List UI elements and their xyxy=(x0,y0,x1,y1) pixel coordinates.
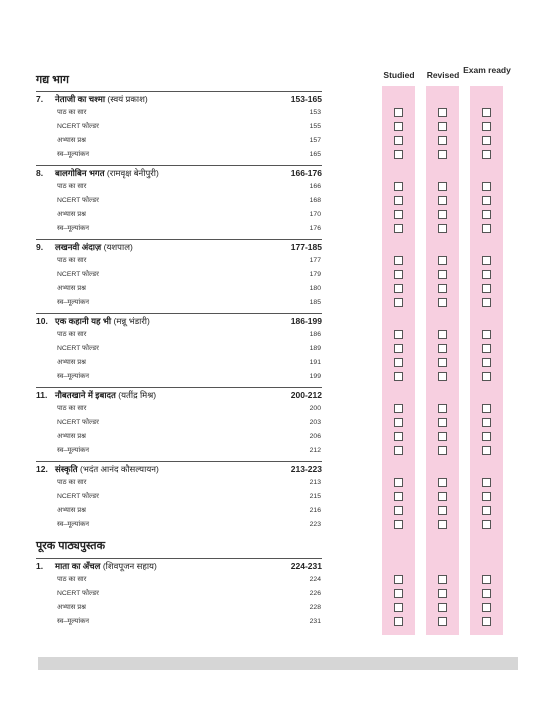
exam-ready-checkbox[interactable] xyxy=(482,418,491,427)
revised-checkbox[interactable] xyxy=(438,270,447,279)
topic-label: पाठ का सार xyxy=(57,405,87,412)
topic-page: 177 xyxy=(309,257,321,264)
topic-label: NCERT फोल्डर xyxy=(57,271,99,278)
exam-ready-checkbox[interactable] xyxy=(482,506,491,515)
chapter-page-range: 153-165 xyxy=(290,94,322,104)
topic-row xyxy=(57,602,321,613)
topic-page: 226 xyxy=(309,590,321,597)
exam-ready-checkbox[interactable] xyxy=(482,358,491,367)
chapter-rule xyxy=(36,387,322,388)
studied-checkbox[interactable] xyxy=(394,404,403,413)
exam-ready-checkbox[interactable] xyxy=(482,520,491,529)
studied-checkbox[interactable] xyxy=(394,358,403,367)
exam-ready-checkbox[interactable] xyxy=(482,108,491,117)
topic-label: NCERT फोल्डर xyxy=(57,590,99,597)
topic-page: 228 xyxy=(309,604,321,611)
chapter-title: माता का अँचल xyxy=(55,561,101,571)
exam-ready-checkbox[interactable] xyxy=(482,372,491,381)
topic-row xyxy=(57,403,321,414)
chapter-rule xyxy=(36,165,322,166)
topic-page: 191 xyxy=(309,359,321,366)
studied-checkbox[interactable] xyxy=(394,589,403,598)
studied-checkbox[interactable] xyxy=(394,603,403,612)
chapter-author: (यतींद्र मिश्र) xyxy=(118,390,157,400)
chapter-author: (भदंत आनंद कौसल्यायन) xyxy=(80,464,159,474)
topic-page: 185 xyxy=(309,299,321,306)
chapter-title: एक कहानी यह भी xyxy=(55,316,112,326)
studied-checkbox[interactable] xyxy=(394,224,403,233)
studied-checkbox[interactable] xyxy=(394,478,403,487)
exam-ready-checkbox[interactable] xyxy=(482,344,491,353)
topic-page: 176 xyxy=(309,225,321,232)
chapter-page-range: 166-176 xyxy=(290,168,322,178)
topic-page: 165 xyxy=(309,151,321,158)
chapter-name xyxy=(55,463,159,476)
topic-label: स्व–मूल्यांकन xyxy=(57,447,90,454)
topic-page: 155 xyxy=(309,123,321,130)
exam-ready-checkbox[interactable] xyxy=(482,182,491,191)
topic-page: 186 xyxy=(309,331,321,338)
exam-ready-column-header: Exam ready xyxy=(463,65,511,75)
topic-label: पाठ का सार xyxy=(57,576,87,583)
revised-checkbox[interactable] xyxy=(438,432,447,441)
studied-checkbox[interactable] xyxy=(394,432,403,441)
topic-label: NCERT फोल्डर xyxy=(57,345,99,352)
exam-ready-checkbox[interactable] xyxy=(482,575,491,584)
revised-checkbox[interactable] xyxy=(438,196,447,205)
topic-row xyxy=(57,297,321,308)
topic-label: पाठ का सार xyxy=(57,479,87,486)
studied-checkbox[interactable] xyxy=(394,492,403,501)
exam-ready-checkbox[interactable] xyxy=(482,404,491,413)
revised-checkbox[interactable] xyxy=(438,108,447,117)
topic-label: NCERT फोल्डर xyxy=(57,123,99,130)
topic-row xyxy=(57,574,321,585)
chapter-title: नेताजी का चश्मा xyxy=(55,94,106,104)
topic-label: NCERT फोल्डर xyxy=(57,197,99,204)
topic-page: 213 xyxy=(309,479,321,486)
exam-ready-checkbox[interactable] xyxy=(482,136,491,145)
chapter-page-range: 186-199 xyxy=(290,316,322,326)
topic-row xyxy=(57,209,321,220)
studied-checkbox[interactable] xyxy=(394,256,403,265)
topic-label: अभ्यास प्रश्न xyxy=(57,433,86,440)
topic-row xyxy=(57,121,321,132)
topic-page: 223 xyxy=(309,521,321,528)
topic-row xyxy=(57,181,321,192)
exam-ready-checkbox[interactable] xyxy=(482,284,491,293)
topic-label: पाठ का सार xyxy=(57,183,87,190)
revised-checkbox[interactable] xyxy=(438,358,447,367)
chapter-page-range: 224-231 xyxy=(290,561,322,571)
topic-label: पाठ का सार xyxy=(57,109,87,116)
studied-checkbox[interactable] xyxy=(394,136,403,145)
topic-page: 216 xyxy=(309,507,321,514)
chapter-name xyxy=(55,315,150,328)
topic-label: स्व–मूल्यांकन xyxy=(57,618,90,625)
studied-checkbox[interactable] xyxy=(394,122,403,131)
revised-column-header: Revised xyxy=(426,70,460,80)
chapter-name xyxy=(55,167,159,180)
topic-label: स्व–मूल्यांकन xyxy=(57,373,90,380)
footer-bar xyxy=(38,657,518,670)
exam-ready-checkbox[interactable] xyxy=(482,270,491,279)
revised-checkbox[interactable] xyxy=(438,330,447,339)
chapter-title: नौबतखाने में इबादत xyxy=(55,390,116,400)
revised-checkbox[interactable] xyxy=(438,575,447,584)
chapter-number: 10. xyxy=(36,316,48,326)
revised-checkbox[interactable] xyxy=(438,344,447,353)
topic-row xyxy=(57,107,321,118)
chapter-title: संस्कृति xyxy=(55,464,78,474)
topic-row xyxy=(57,371,321,382)
exam-ready-checkbox[interactable] xyxy=(482,210,491,219)
topic-row xyxy=(57,417,321,428)
chapter-number: 7. xyxy=(36,94,44,104)
topic-page: 157 xyxy=(309,137,321,144)
revised-checkbox[interactable] xyxy=(438,418,447,427)
exam-ready-checkbox[interactable] xyxy=(482,330,491,339)
revised-checkbox[interactable] xyxy=(438,224,447,233)
chapter-rule xyxy=(36,91,322,92)
studied-checkbox[interactable] xyxy=(394,196,403,205)
topic-page: 215 xyxy=(309,493,321,500)
exam-ready-checkbox[interactable] xyxy=(482,298,491,307)
chapter-title: बालगोबिन भगत xyxy=(55,168,105,178)
topic-label: अभ्यास प्रश्न xyxy=(57,604,86,611)
section-title: गद्य भाग xyxy=(36,74,69,86)
chapter-rule xyxy=(36,239,322,240)
chapter-page-range: 200-212 xyxy=(290,390,322,400)
chapter-title: लखनवी अंदाज़ xyxy=(55,242,102,252)
topic-row xyxy=(57,135,321,146)
studied-checkbox[interactable] xyxy=(394,108,403,117)
topic-row xyxy=(57,283,321,294)
revised-checkbox[interactable] xyxy=(438,492,447,501)
topic-page: 170 xyxy=(309,211,321,218)
studied-checkbox[interactable] xyxy=(394,575,403,584)
exam-ready-checkbox[interactable] xyxy=(482,432,491,441)
chapter-name xyxy=(55,389,156,402)
topic-page: 189 xyxy=(309,345,321,352)
studied-checkbox[interactable] xyxy=(394,284,403,293)
studied-checkbox[interactable] xyxy=(394,418,403,427)
exam-ready-checkbox[interactable] xyxy=(482,492,491,501)
topic-page: 206 xyxy=(309,433,321,440)
topic-row xyxy=(57,343,321,354)
topic-page: 180 xyxy=(309,285,321,292)
topic-label: पाठ का सार xyxy=(57,331,87,338)
topic-row xyxy=(57,255,321,266)
topic-label: पाठ का सार xyxy=(57,257,87,264)
revised-checkbox[interactable] xyxy=(438,520,447,529)
chapter-rule xyxy=(36,558,322,559)
revised-checkbox[interactable] xyxy=(438,404,447,413)
chapter-author: (स्वयं प्रकाश) xyxy=(107,94,148,104)
topic-label: अभ्यास प्रश्न xyxy=(57,137,86,144)
exam-ready-checkbox[interactable] xyxy=(482,224,491,233)
chapter-name xyxy=(55,241,133,254)
revised-checkbox[interactable] xyxy=(438,372,447,381)
topic-label: अभ्यास प्रश्न xyxy=(57,285,86,292)
exam-ready-checkbox[interactable] xyxy=(482,603,491,612)
chapter-number: 8. xyxy=(36,168,44,178)
chapter-name xyxy=(55,93,148,106)
topic-label: अभ्यास प्रश्न xyxy=(57,507,86,514)
studied-checkbox[interactable] xyxy=(394,446,403,455)
exam-ready-checkbox[interactable] xyxy=(482,446,491,455)
topic-row xyxy=(57,195,321,206)
revised-checkbox[interactable] xyxy=(438,298,447,307)
studied-checkbox[interactable] xyxy=(394,372,403,381)
chapter-heading xyxy=(36,93,322,106)
topic-page: 212 xyxy=(309,447,321,454)
topic-row xyxy=(57,616,321,627)
topic-row xyxy=(57,329,321,340)
topic-page: 203 xyxy=(309,419,321,426)
revised-checkbox[interactable] xyxy=(438,150,447,159)
studied-checkbox[interactable] xyxy=(394,506,403,515)
chapter-page-range: 177-185 xyxy=(290,242,322,252)
exam-ready-checkbox[interactable] xyxy=(482,478,491,487)
studied-checkbox[interactable] xyxy=(394,150,403,159)
chapter-rule xyxy=(36,313,322,314)
exam-ready-checkbox[interactable] xyxy=(482,196,491,205)
revised-checkbox[interactable] xyxy=(438,603,447,612)
studied-checkbox[interactable] xyxy=(394,344,403,353)
topic-page: 200 xyxy=(309,405,321,412)
chapter-number: 9. xyxy=(36,242,44,252)
topic-label: NCERT फोल्डर xyxy=(57,493,99,500)
studied-checkbox[interactable] xyxy=(394,520,403,529)
revised-checkbox[interactable] xyxy=(438,256,447,265)
revised-checkbox[interactable] xyxy=(438,506,447,515)
studied-checkbox[interactable] xyxy=(394,617,403,626)
topic-row xyxy=(57,491,321,502)
revised-checkbox[interactable] xyxy=(438,122,447,131)
revised-checkbox[interactable] xyxy=(438,210,447,219)
topic-page: 153 xyxy=(309,109,321,116)
chapter-heading xyxy=(36,167,322,180)
topic-row xyxy=(57,149,321,160)
topic-row xyxy=(57,357,321,368)
chapter-rule xyxy=(36,461,322,462)
topic-label: स्व–मूल्यांकन xyxy=(57,299,90,306)
chapter-heading xyxy=(36,463,322,476)
chapter-author: (यशपाल) xyxy=(103,242,133,252)
topic-page: 168 xyxy=(309,197,321,204)
exam-ready-checkbox[interactable] xyxy=(482,589,491,598)
chapter-name xyxy=(55,560,157,573)
topic-row xyxy=(57,223,321,234)
topic-label: स्व–मूल्यांकन xyxy=(57,151,90,158)
revised-checkbox[interactable] xyxy=(438,182,447,191)
studied-checkbox[interactable] xyxy=(394,182,403,191)
topic-page: 231 xyxy=(309,618,321,625)
topic-row xyxy=(57,445,321,456)
revised-checkbox[interactable] xyxy=(438,478,447,487)
topic-label: अभ्यास प्रश्न xyxy=(57,359,86,366)
exam-ready-checkbox[interactable] xyxy=(482,150,491,159)
studied-checkbox[interactable] xyxy=(394,298,403,307)
chapter-number: 12. xyxy=(36,464,48,474)
topic-row xyxy=(57,519,321,530)
topic-label: स्व–मूल्यांकन xyxy=(57,521,90,528)
studied-checkbox[interactable] xyxy=(394,210,403,219)
topic-label: NCERT फोल्डर xyxy=(57,419,99,426)
revised-checkbox[interactable] xyxy=(438,446,447,455)
revised-checkbox[interactable] xyxy=(438,284,447,293)
topic-label: अभ्यास प्रश्न xyxy=(57,211,86,218)
exam-ready-checkbox[interactable] xyxy=(482,256,491,265)
chapter-heading xyxy=(36,241,322,254)
section-title: पूरक पाठ्यपुस्तक xyxy=(36,540,106,552)
studied-checkbox[interactable] xyxy=(394,270,403,279)
chapter-number: 11. xyxy=(36,390,48,400)
topic-row xyxy=(57,588,321,599)
topic-page: 224 xyxy=(309,576,321,583)
chapter-number: 1. xyxy=(36,561,44,571)
revised-checkbox[interactable] xyxy=(438,617,447,626)
chapter-author: (रामवृक्ष बेनीपुरी) xyxy=(106,168,159,178)
exam-ready-checkbox[interactable] xyxy=(482,122,491,131)
topic-row xyxy=(57,431,321,442)
chapter-page-range: 213-223 xyxy=(290,464,322,474)
topic-row xyxy=(57,477,321,488)
exam-ready-checkbox[interactable] xyxy=(482,617,491,626)
chapter-author: (मन्नू भंडारी) xyxy=(113,316,150,326)
studied-column-header: Studied xyxy=(383,70,415,80)
revised-checkbox[interactable] xyxy=(438,589,447,598)
chapter-author: (शिवपूजन सहाय) xyxy=(102,561,157,571)
topic-page: 166 xyxy=(309,183,321,190)
chapter-heading xyxy=(36,315,322,328)
topic-label: स्व–मूल्यांकन xyxy=(57,225,90,232)
chapter-heading xyxy=(36,389,322,402)
topic-page: 179 xyxy=(309,271,321,278)
revised-checkbox[interactable] xyxy=(438,136,447,145)
chapter-heading xyxy=(36,560,322,573)
studied-checkbox[interactable] xyxy=(394,330,403,339)
topic-page: 199 xyxy=(309,373,321,380)
topic-row xyxy=(57,269,321,280)
topic-row xyxy=(57,505,321,516)
